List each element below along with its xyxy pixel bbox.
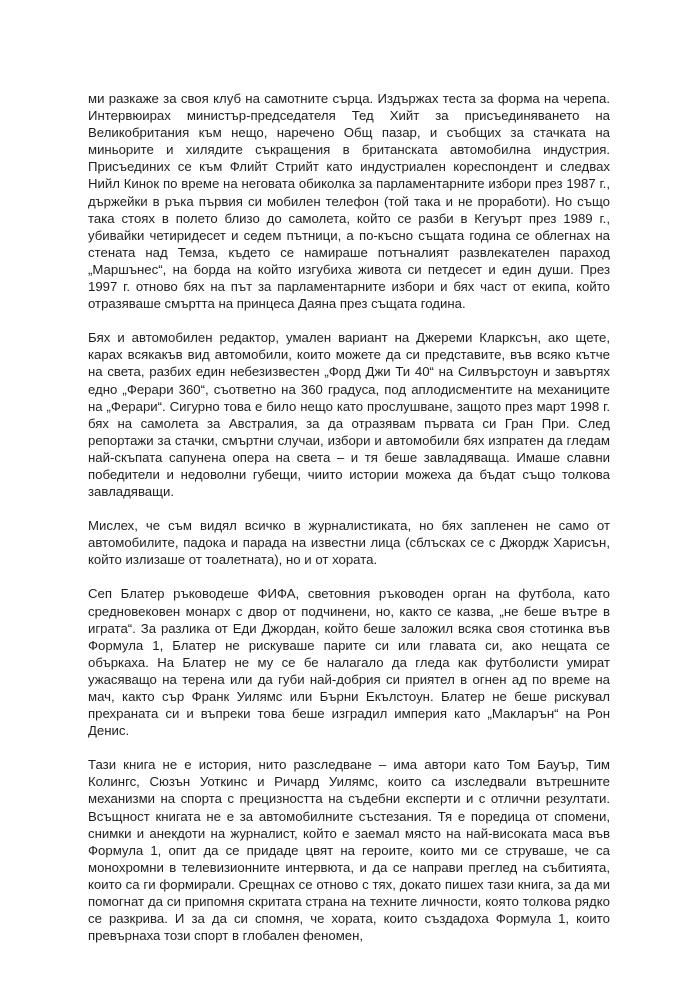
document-page — [88, 90, 610, 961]
paragraph-1: ми разкаже за своя клуб на самотните сърца. Издържах теста за форма на черепа. Интервюирах министър-председателя Тед Хийт за присъединяването на Великобритания към нещо, наречено Общ пазар, и съобщих за стачката на миньорите и хилядите съкращения в британската автомобилна индустрия. Присъединих се към Флийт Стрийт като индустриален кореспондент и следвах Нийл Кинок по време на неговата обиколка за парламентарните избори през 1987 г., държейки в ръка първия си мобилен телефон (той така и не проработи). Но също така стоях в полето близо до самолета, който се разби в Кегуърт през 1989 г., убивайки четиридесет и седем пътници, а по-късно същата година се облегнах на стената над Темза, където се намираше потъналият развлекателен параход „Маршънес“, на борда на който изгубиха живота си петдесет и един души. През 1997 г. отново бях на път за парламентарните избори и бях част от екипа, който отразяваше смъртта на принцеса Даяна през същата година. — [88, 91, 610, 312]
paragraph-2: Бях и автомобилен редактор, умален вариант на Джереми Кларксън, ако щете, карах всякакъв вид автомобили, които можете да си представите, във всяко кътче на света, разбих един небезизвестен „Форд Джи Ти 40“ на Силвърстоун и завъртях едно „Ферари 360“, съответно на 360 градуса, под аплодисментите на механиците на „Ферари“. Сигурно това е било нещо като прослушване, защото през март 1998 г. бях на самолета за Австралия, за да отразявам първата си Гран При. След репортажи за стачки, смъртни случаи, избори и автомобили бях изпратен да гледам най-скъпата сапунена опера на света – и тя беше завладяваща. Имаше славни победители и недоволни губещи, чиито истории можеха да бъдат също толкова завладяващи. — [88, 330, 610, 500]
paragraph-3: Мислех, че съм видял всичко в журналистиката, но бях запленен не само от автомобилите, падока и парада на известни лица (сблъсках се с Джордж Харисън, който излизаше от тоалетната), но и от хората. — [88, 518, 610, 568]
paragraph-4: Сеп Блатер ръководеше ФИФА, световния ръководен орган на футбола, като средновековен монарх с двор от подчинени, но, както се казва, „не беше вътре в играта“. За разлика от Еди Джордан, който беше заложил всяка своя стотинка във Формула 1, Блатер не рискуваше парите си или главата си, ако нещата се объркаха. На Блатер не му се бе налагало да гледа как футболисти умират ужасяващо на терена или да губи най-добрия си приятел в огнен ад по време на мач, както сър Франк Уилямс или Бърни Екълстоун. Блатер не беше рискувал прехраната си и въпреки това беше изградил империя като „Макларън“ на Рон Денис. — [88, 586, 610, 739]
paragraph-5: Тази книга не е история, нито разследване – има автори като Том Бауър, Тим Колингс, Сюзън Уоткинс и Ричард Уилямс, които са изследвали вътрешните механизми на спорта с прецизността на съдебни експерти и с отлични резултати. Всъщност книгата не е за автомобилните състезания. Тя е поредица от спомени, снимки и анекдоти на журналист, който е заемал място на най-високата маса във Формула 1, опит да се придаде цвят на героите, които ми се струваше, че са монохромни в телевизионните интервюта, и да се направи преглед на събитията, които са ги формирали. Срещнах се отново с тях, докато пишех тази книга, за да ми помогнат да си припомня скритата страна на техните личности, която толкова рядко се разкрива. И за да си спомня, че хората, които създадоха Формула 1, които превърнаха този спорт в глобален феномен, — [88, 757, 610, 944]
